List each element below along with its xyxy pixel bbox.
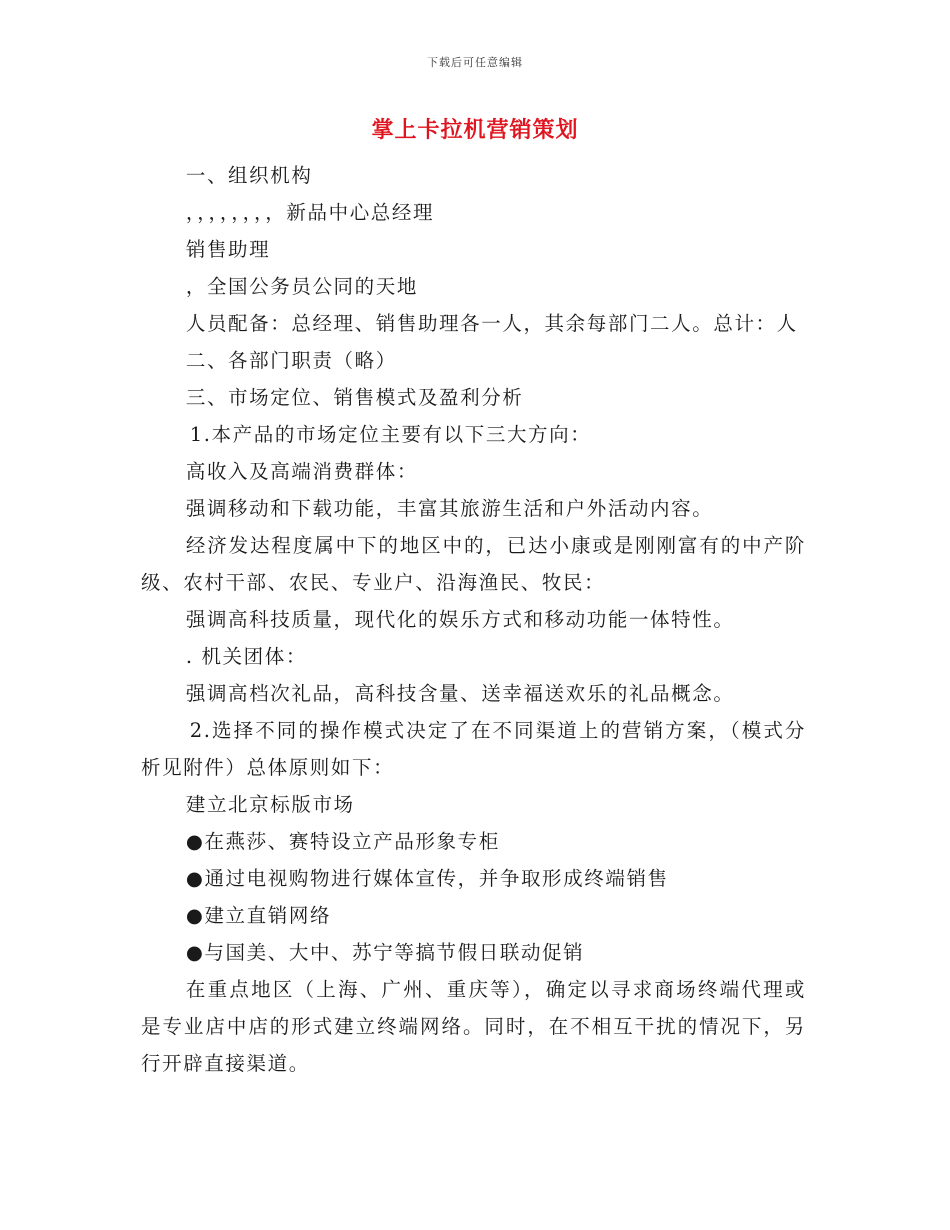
paragraph-middle-class: 经济发达程度属中下的地区中的，已达小康或是刚刚富有的中产阶级、农村干部、农民、专业户、沿海渔民、牧民： <box>141 534 806 594</box>
paragraph-org-heading: 一、组织机构 <box>185 164 313 187</box>
paragraph-institutions: . 机关团体： <box>185 645 307 668</box>
download-note: 下载后可任意编辑 <box>427 56 523 69</box>
paragraph-general-manager: ，，，，，，，，新品中心总经理 <box>185 201 435 224</box>
paragraph-key-regions: 在重点地区（上海、广州、重庆等），确定以寻求商场终端代理或是专业店中店的形式建立终端网络。同时，在不相互干扰的情况下，另行开辟直接渠道。 <box>141 978 806 1075</box>
paragraph-positioning: 1.本产品的市场定位主要有以下三大方向： <box>189 423 592 446</box>
paragraph-staffing: 人员配备：总经理、销售助理各一人，其余每部门二人。总计：人 <box>185 312 798 335</box>
paragraph-duties-heading: 二、各部门职责（略） <box>185 349 397 372</box>
paragraph-beijing-market: 建立北京标版市场 <box>185 793 355 816</box>
paragraph-high-tech: 强调高科技质量，现代化的娱乐方式和移动功能一体特性。 <box>185 608 735 631</box>
paragraph-mobile-download: 强调移动和下载功能，丰富其旅游生活和户外活动内容。 <box>185 497 714 520</box>
paragraph-civil-servant: ，全国公务员公同的天地 <box>185 275 418 298</box>
paragraph-market-heading: 三、市场定位、销售模式及盈利分析 <box>185 386 524 409</box>
document-body <box>141 157 806 1082</box>
paragraph-gift-concept: 强调高档次礼品，高科技含量、送幸福送欢乐的礼品概念。 <box>185 682 735 705</box>
paragraph-operation-mode: 2.选择不同的操作模式决定了在不同渠道上的营销方案，（模式分析见附件）总体原则如下： <box>141 719 806 779</box>
bullet-tv-shopping: ●通过电视购物进行媒体宣传，并争取形成终端销售 <box>185 867 669 890</box>
paragraph-sales-assistant: 销售助理 <box>185 238 271 261</box>
paragraph-high-income: 高收入及高端消费群体： <box>185 460 418 483</box>
bullet-counter: ●在燕莎、赛特设立产品形象专柜 <box>185 830 500 853</box>
document-title: 掌上卡拉机营销策划 <box>371 117 579 143</box>
bullet-holiday-promo: ●与国美、大中、苏宁等搞节假日联动促销 <box>185 941 585 964</box>
bullet-direct-sales: ●建立直销网络 <box>185 904 332 927</box>
